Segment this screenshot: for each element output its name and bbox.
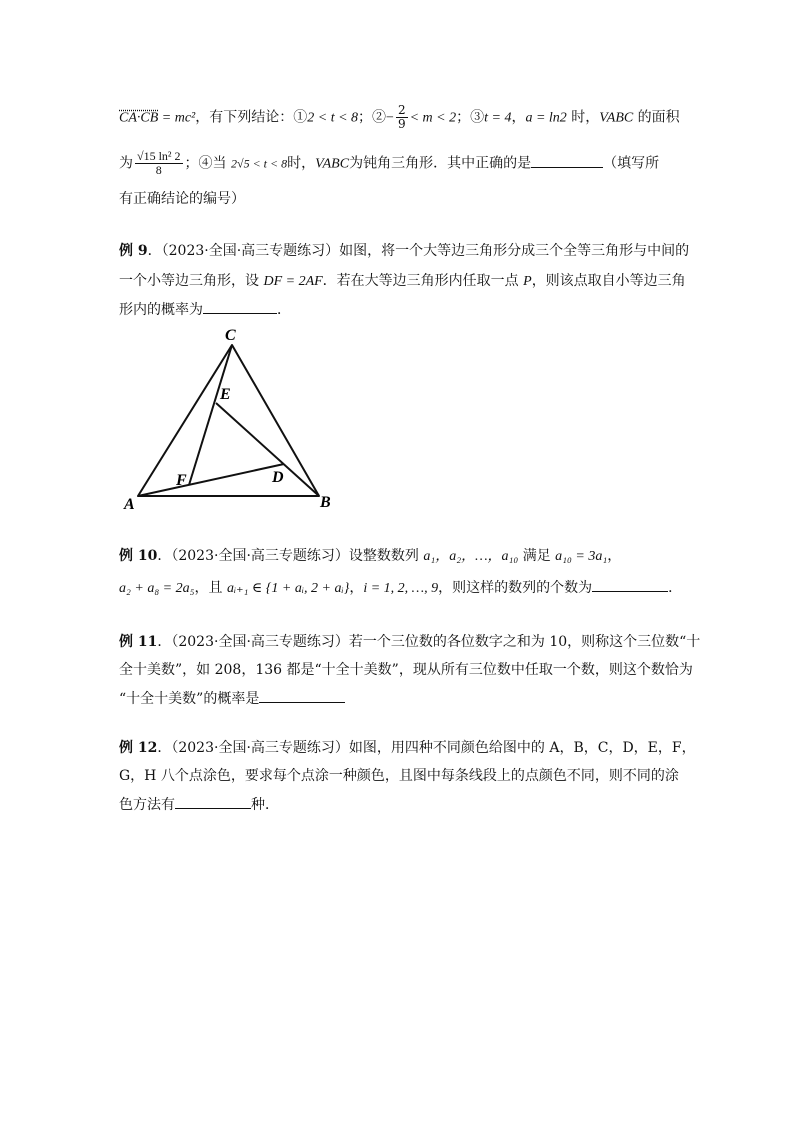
ex9-line-1 — [119, 241, 689, 261]
text: ；④当 — [184, 155, 231, 172]
minus-sign: − — [386, 110, 394, 126]
text: ，有下列结论：① — [195, 109, 308, 126]
equation: a = ln2 — [525, 110, 567, 126]
answer-blank[interactable] — [531, 153, 603, 168]
ex10-line-2 — [119, 577, 682, 599]
example-source: ．（2023·全国·高三专题练习） — [147, 243, 340, 259]
fraction-denominator: 8 — [155, 163, 162, 177]
text: ，则这样的数列的个数为 — [438, 580, 593, 596]
answer-blank[interactable] — [259, 688, 345, 703]
ex12-line-1 — [119, 738, 696, 758]
label-D: D — [272, 469, 284, 486]
vector-product: CA·CB — [119, 110, 159, 126]
outer-triangle — [138, 345, 319, 496]
label-E: E — [220, 386, 231, 403]
text: 若一个三位数的各位数字之和为 10，则称这个三位数“十 — [348, 634, 701, 650]
cont-line-1 — [119, 104, 680, 131]
text: 种． — [251, 797, 279, 813]
label-C: C — [225, 327, 236, 344]
text: ， — [511, 109, 526, 126]
triangle-name: VABC — [599, 110, 634, 126]
condition: a₁₀ = 3a₁ — [555, 549, 608, 564]
text: 如图，将一个大等边三角形分成三个全等三角形与中间的 — [339, 243, 690, 259]
ex11-line-3 — [119, 688, 345, 709]
text: ． — [668, 580, 683, 596]
ex11-line-2: 全十美数”，如 208，136 都是“十全十美数”，现从所有三位数中任取一个数，则这个数恰为 — [119, 662, 693, 678]
example-source: ．（2023·全国·高三专题练习） — [157, 548, 349, 564]
text: 时， — [566, 109, 600, 126]
equation: t = 4 — [484, 110, 512, 126]
fraction-denominator: 9 — [397, 117, 406, 131]
example-source: ．（2023·全国·高三专题练习） — [157, 740, 349, 756]
text: ， — [349, 580, 364, 596]
ex9-line-2 — [119, 271, 686, 292]
index-range: i = 1, 2, …, 9 — [363, 581, 439, 596]
example-label: 例 9 — [119, 243, 148, 259]
text: （填写所 — [603, 155, 660, 172]
text: 的面积 — [633, 109, 680, 126]
ex11-line-1 — [119, 632, 700, 652]
ex12-line-2: G，H 八个点涂色，要求每个点涂一种颜色，且图中每条线段上的点颜色不同，则不同的涂 — [119, 768, 679, 784]
text: ；② — [358, 109, 387, 126]
fraction — [135, 150, 183, 177]
inequality: 2 < t < 8 — [307, 110, 359, 126]
example-source: ．（2023·全国·高三专题练习） — [157, 634, 349, 650]
condition: aᵢ₊₁ ∈ {1 + aᵢ, 2 + aᵢ} — [226, 581, 350, 596]
text: ． — [277, 302, 291, 318]
example-label: 例 11 — [119, 634, 158, 650]
fraction-numerator: 2 — [397, 103, 406, 117]
label-A: A — [124, 496, 135, 513]
text: 为钝角三角形．其中正确的是 — [349, 155, 532, 172]
point-name: P — [523, 274, 532, 289]
answer-blank[interactable] — [203, 299, 277, 314]
condition: a₂ + a₈ = 2a₅ — [119, 581, 195, 596]
text: 设整数数列 — [348, 548, 424, 564]
inequality: < m < 2 — [409, 110, 457, 126]
label-F: F — [176, 472, 187, 489]
answer-blank[interactable] — [175, 794, 251, 809]
equation: = mc² — [158, 110, 196, 126]
cont-line-3: 有正确结论的编号） — [119, 191, 245, 207]
text: 如图，用四种不同颜色给图中的 A，B，C，D，E，F， — [348, 740, 696, 756]
text: ．若在大等边三角形内任取一点 — [322, 273, 524, 289]
triangle-figure — [115, 320, 345, 520]
text: 色方法有 — [119, 797, 175, 813]
text: ，且 — [194, 580, 227, 596]
text: 满足 — [518, 548, 556, 564]
ex10-line-1 — [119, 546, 621, 567]
segment-BE — [216, 403, 319, 496]
text: 时， — [287, 155, 316, 172]
segment-AD — [138, 464, 284, 496]
inequality: 2√5 < t < 8 — [230, 156, 288, 171]
equation: DF = 2AF — [263, 274, 323, 289]
text: ；③ — [456, 109, 485, 126]
triangle-name: VABC — [315, 156, 350, 172]
segment-CF — [189, 345, 232, 485]
text: ，则该点取自小等边三角 — [531, 273, 686, 289]
text: ， — [607, 548, 622, 564]
label-B: B — [320, 494, 331, 511]
example-label: 例 10 — [119, 548, 158, 564]
ex9-line-3 — [119, 299, 291, 320]
cont-line-2 — [119, 150, 659, 177]
fraction-numerator: √15 ln² 2 — [137, 149, 181, 163]
text: 为 — [119, 155, 133, 172]
text: “十全十美数”的概率是 — [119, 691, 260, 707]
answer-blank[interactable] — [592, 577, 668, 592]
sequence: a₁，a₂，…，a₁₀ — [423, 549, 519, 564]
example-label: 例 12 — [119, 740, 158, 756]
ex12-line-3 — [119, 794, 279, 815]
text: 形内的概率为 — [119, 302, 203, 318]
text: 一个小等边三角形，设 — [119, 273, 264, 289]
fraction — [396, 104, 408, 131]
